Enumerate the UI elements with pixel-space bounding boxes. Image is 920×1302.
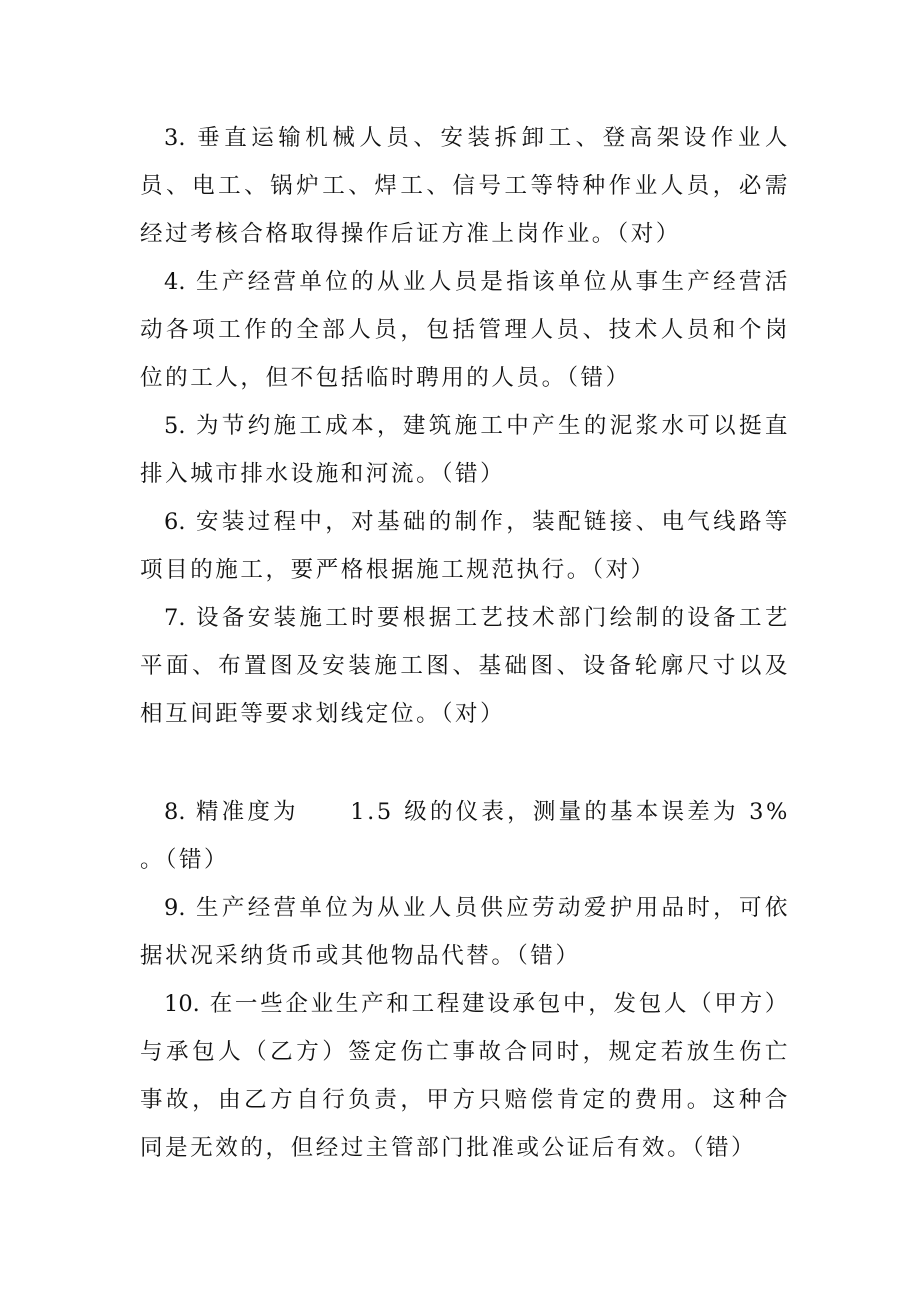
question-8 [140, 788, 790, 884]
question-text: 垂直运输机械人员、安装拆卸工、登高架设作业人员、电工、锅炉工、焊工、信号工等特种作业人员，必需经过考核合格取得操作后证方准上岗作业。（对） [140, 125, 790, 247]
question-3 [140, 114, 790, 258]
question-text: 在一些企业生产和工程建设承包中，发包人（甲方）与承包人（乙方）签定伤亡事故合同时，规定若放生伤亡事故，由乙方自行负责，甲方只赔偿肯定的费用。这种合同是无效的，但经过主管部门批准或公证后有效。（错） [140, 991, 790, 1161]
question-10 [140, 980, 790, 1172]
question-text: 设备安装施工时要根据工艺技术部门绘制的设备工艺平面、布置图及安装施工图、基础图、设备轮廓尺寸以及相互间距等要求划线定位。（对） [140, 605, 790, 727]
question-7 [140, 594, 790, 738]
question-number: 5. [164, 413, 186, 439]
question-text: 安装过程中，对基础的制作，装配链接、电气线路等项目的施工，要严格根据施工规范执行。（对） [140, 509, 790, 583]
question-text: 为节约施工成本，建筑施工中产生的泥浆水可以挺直排入城市排水设施和河流。（错） [140, 413, 790, 487]
question-4 [140, 258, 790, 402]
question-number: 9. [164, 895, 186, 921]
question-number: 8. [164, 799, 186, 825]
question-number: 10. [164, 991, 200, 1017]
question-6 [140, 498, 790, 594]
question-text: 生产经营单位的从业人员是指该单位从事生产经营活动各项工作的全部人员，包括管理人员、技术人员和个岗位的工人，但不包括临时聘用的人员。（错） [140, 269, 790, 391]
question-number: 3. [164, 125, 186, 151]
question-number: 4. [164, 269, 186, 295]
question-9 [140, 884, 790, 980]
question-number: 7. [164, 605, 186, 631]
question-text: 生产经营单位为从业人员供应劳动爱护用品时，可依据状况采纳货币或其他物品代替。（错） [140, 895, 790, 969]
question-number: 6. [164, 509, 186, 535]
question-text: 精准度为 1.5 级的仪表，测量的基本误差为 3% 。（错） [140, 799, 790, 873]
question-5 [140, 402, 790, 498]
